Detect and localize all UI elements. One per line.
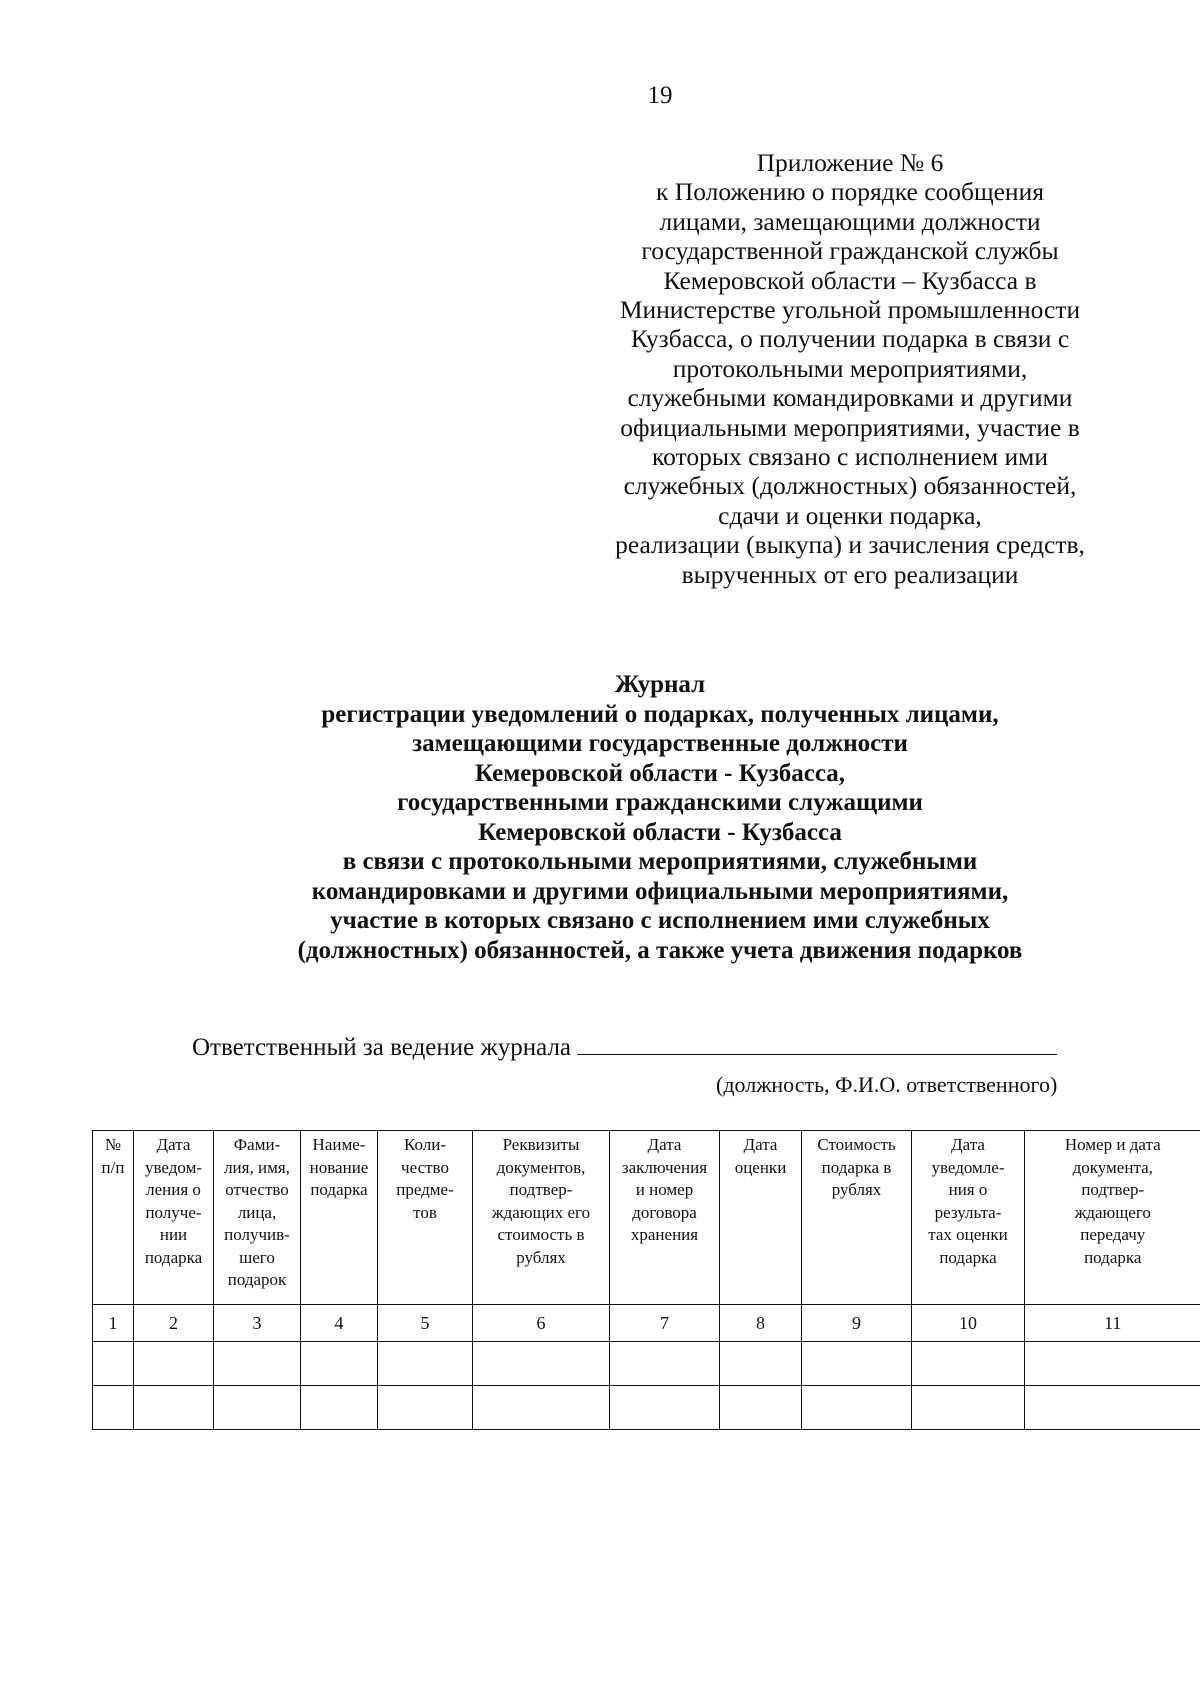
appendix-line: реализации (выкупа) и зачисления средств, [615, 530, 1085, 560]
column-number-cell: 11 [1025, 1305, 1200, 1342]
appendix-line: служебными командировками и другими [627, 383, 1073, 413]
appendix-line: государственной гражданской службы [641, 236, 1059, 266]
responsible-line [192, 1032, 1057, 1062]
journal-title-line: участие в которых связано с исполнением ими служебных [330, 907, 990, 934]
journal-title-line: замещающими государственные должности [412, 730, 908, 757]
table-cell[interactable] [301, 1342, 378, 1386]
table-cell[interactable] [802, 1342, 912, 1386]
table-cell[interactable] [134, 1342, 214, 1386]
table-cell[interactable] [802, 1386, 912, 1430]
appendix-header [590, 148, 1110, 589]
journal-title [180, 670, 1140, 965]
journal-title-line: государственными гражданскими служащими [397, 789, 923, 816]
column-header: Стоимость подарка в рублях [802, 1131, 912, 1305]
table-row [93, 1386, 1200, 1430]
table-cell[interactable] [214, 1342, 301, 1386]
table-row [93, 1342, 1200, 1386]
table-cell[interactable] [720, 1386, 802, 1430]
table-header-row [93, 1131, 1200, 1305]
column-header: Дата уведом- ления о получе- нии подарка [134, 1131, 214, 1305]
appendix-line: лицами, замещающими должности [659, 206, 1041, 236]
table-cell[interactable] [473, 1342, 610, 1386]
table-cell[interactable] [378, 1342, 473, 1386]
table-cell[interactable] [214, 1386, 301, 1430]
appendix-line: официальными мероприятиями, участие в [620, 412, 1080, 442]
table-cell[interactable] [134, 1386, 214, 1430]
table-cell[interactable] [93, 1386, 134, 1430]
page-number: 19 [647, 82, 673, 109]
column-number-cell: 7 [610, 1305, 720, 1342]
table-cell[interactable] [1025, 1386, 1200, 1430]
table-cell[interactable] [610, 1386, 720, 1430]
column-header: Дата заключения и номер договора хранения [610, 1131, 720, 1305]
column-header: Фами- лия, имя, отчество лица, получив- шего подарок [214, 1131, 301, 1305]
column-number-cell: 5 [378, 1305, 473, 1342]
journal-title-line: в связи с протокольными мероприятиями, служебными [342, 848, 978, 875]
column-number-cell: 4 [301, 1305, 378, 1342]
appendix-line: вырученных от его реализации [681, 559, 1019, 589]
column-header: № п/п [93, 1131, 134, 1305]
journal-table [92, 1130, 1200, 1430]
appendix-line: протокольными мероприятиями, [672, 353, 1028, 383]
table-cell[interactable] [301, 1386, 378, 1430]
column-number-row [93, 1305, 1200, 1342]
journal-title-line: командировками и другими официальными мероприятиями, [311, 877, 1009, 905]
column-number-cell: 10 [912, 1305, 1025, 1342]
table-cell[interactable] [912, 1386, 1025, 1430]
appendix-line: к Положению о порядке сообщения [656, 177, 1044, 207]
appendix-line: Кемеровской области – Кузбасса в [663, 265, 1037, 295]
column-header: Реквизиты документов, подтвер- ждающих его стоимость в рублях [473, 1131, 610, 1305]
responsible-caption: (должность, Ф.И.О. ответственного) [716, 1072, 1058, 1097]
journal-title-line: Кемеровской области - Кузбасса [478, 818, 842, 846]
table-cell[interactable] [93, 1342, 134, 1386]
column-header: Наиме- нование подарка [301, 1131, 378, 1305]
column-header: Коли- чество предме- тов [378, 1131, 473, 1305]
column-number-cell: 8 [720, 1305, 802, 1342]
responsible-label: Ответственный за ведение журнала [192, 1034, 572, 1061]
column-header: Дата оценки [720, 1131, 802, 1305]
table-cell[interactable] [610, 1342, 720, 1386]
journal-title-line: регистрации уведомлений о подарках, полученных лицами, [321, 700, 999, 728]
journal-title-line: (должностных) обязанностей, а также учета движения подарков [297, 936, 1023, 964]
column-header: Дата уведомле- ния о результа- тах оценки подарка [912, 1131, 1025, 1305]
appendix-line: Кузбасса, о получении подарка в связи с [630, 324, 1070, 354]
appendix-line: служебных (должностных) обязанностей, [623, 471, 1077, 501]
journal-title-line: Журнал [614, 671, 706, 698]
table-cell[interactable] [720, 1342, 802, 1386]
appendix-line: Министерстве угольной промышленности [619, 295, 1081, 325]
column-number-cell: 9 [802, 1305, 912, 1342]
journal-title-line: Кемеровской области - Кузбасса, [474, 759, 846, 787]
appendix-line: Приложение № 6 [756, 148, 944, 177]
table-cell[interactable] [1025, 1342, 1200, 1386]
table-cell[interactable] [912, 1342, 1025, 1386]
appendix-line: которых связано с исполнением ими [652, 442, 1048, 472]
column-number-cell: 3 [214, 1305, 301, 1342]
column-number-cell: 1 [93, 1305, 134, 1342]
column-header: Номер и дата документа, подтвер- ждающего передачу подарка [1025, 1131, 1200, 1305]
column-number-cell: 2 [134, 1305, 214, 1342]
column-number-cell: 6 [473, 1305, 610, 1342]
appendix-line: сдачи и оценки подарка, [718, 500, 982, 530]
table-cell[interactable] [378, 1386, 473, 1430]
responsible-blank-field[interactable] [577, 1032, 1057, 1055]
table-cell[interactable] [473, 1386, 610, 1430]
